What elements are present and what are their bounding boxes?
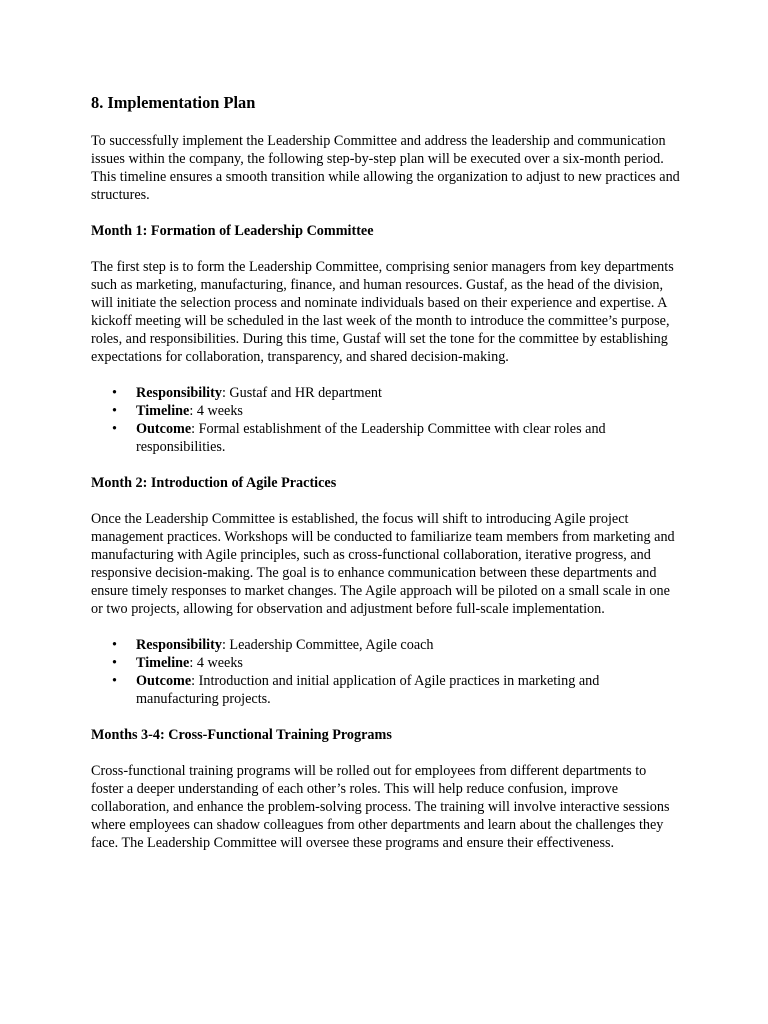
bullet-icon: • <box>112 403 117 419</box>
bullet-text: : 4 weeks <box>189 655 243 671</box>
list-item <box>112 654 681 672</box>
bullet-icon: • <box>112 421 117 437</box>
months-3-4-paragraph: Cross-functional training programs will be rolled out for employees from different departments to foster a deeper understanding of each other’s roles. This will help reduce confusion, improve collaboration, and enhance the problem-solving process. The training will involve interactive sessions where employees can shadow colleagues from other departments and learn about the challenges they face. The Leadership Committee will oversee these programs and ensure their effectiveness. <box>91 763 670 851</box>
month-1-heading: Month 1: Formation of Leadership Committee <box>91 223 374 239</box>
bullet-icon: • <box>112 385 117 401</box>
list-item <box>112 672 681 708</box>
bullet-label: Timeline <box>136 403 190 419</box>
bullet-label: Responsibility <box>136 385 222 401</box>
month-2-paragraph: Once the Leadership Committee is established, the focus will shift to introducing Agile project management practices. Workshops will be conducted to familiarize team members from marketing and manufacturing with Agile principles, such as cross-functional collaboration, iterative progress, and responsive decision-making. The goal is to enhance communication between these departments and ensure timely responses to market changes. The Agile approach will be piloted on a small scale in one or two projects, allowing for observation and adjustment before full-scale implementation. <box>91 511 675 617</box>
bullet-text: : Leadership Committee, Agile coach <box>221 637 434 653</box>
list-item <box>112 402 681 420</box>
bullet-icon: • <box>112 637 117 653</box>
bullet-icon: • <box>112 673 117 689</box>
month-1-bullet-list <box>91 384 681 456</box>
bullet-text: : Introduction and initial application of Agile practices in marketing and manufacturing projects. <box>136 673 600 707</box>
month-1-paragraph: The first step is to form the Leadership Committee, comprising senior managers from key departments such as marketing, manufacturing, finance, and human resources. Gustaf, as the head of the division, will initiate the selection process and nominate individuals based on their experience and expertise. A kickoff meeting will be scheduled in the last week of the month to introduce the committee’s purpose, roles, and responsibilities. During this time, Gustaf will set the tone for the committee by establishing expectations for collaboration, transparency, and shared decision-making. <box>91 259 674 365</box>
document-page <box>91 92 681 870</box>
bullet-label: Outcome <box>136 421 192 437</box>
list-item <box>112 636 681 654</box>
month-2-bullet-list <box>91 636 681 708</box>
months-3-4-heading: Months 3-4: Cross-Functional Training Programs <box>91 727 392 743</box>
intro-paragraph: To successfully implement the Leadership Committee and address the leadership and communication issues within the company, the following step-by-step plan will be executed over a six-month period. This timeline ensures a smooth transition while allowing the organization to adjust to new practices and structures. <box>91 133 680 203</box>
bullet-label: Outcome <box>136 673 192 689</box>
bullet-text: : Formal establishment of the Leadership Committee with clear roles and responsibilities. <box>136 421 606 455</box>
bullet-text: : Gustaf and HR department <box>221 385 382 401</box>
bullet-label: Timeline <box>136 655 190 671</box>
list-item <box>112 384 681 402</box>
month-2-heading: Month 2: Introduction of Agile Practices <box>91 475 337 491</box>
bullet-text: : 4 weeks <box>189 403 243 419</box>
bullet-icon: • <box>112 655 117 671</box>
bullet-label: Responsibility <box>136 637 222 653</box>
section-heading: 8. Implementation Plan <box>91 93 256 112</box>
list-item <box>112 420 681 456</box>
